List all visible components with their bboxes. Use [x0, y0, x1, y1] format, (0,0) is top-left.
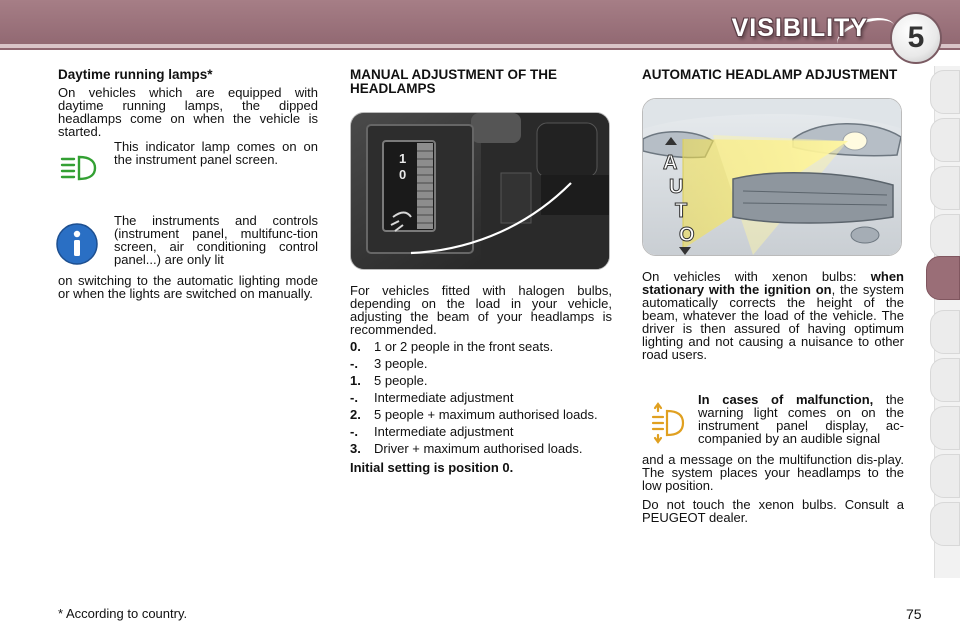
dial-label-zero: 0	[399, 167, 407, 182]
column-manual-adjustment	[350, 68, 612, 474]
list-item: -. Intermediate adjustment	[350, 390, 514, 405]
chapter-tab-10[interactable]	[930, 502, 960, 546]
daytime-paragraph: On vehicles which are equipped with daytime running lamps, the dipped headlamps come on when the vehicle is started.	[58, 85, 318, 139]
auto-letter-t: T	[675, 200, 688, 222]
chapter-number: 5	[907, 21, 925, 54]
chapter-tab-5-active[interactable]	[926, 256, 960, 300]
page-title: VISIBILITY	[731, 14, 868, 42]
chapter-tab-3[interactable]	[930, 166, 960, 210]
auto-letter-u: U	[669, 176, 684, 198]
chapter-badge	[890, 12, 942, 64]
auto-letter-o: O	[679, 224, 695, 246]
list-item: -. Intermediate adjustment	[350, 424, 514, 439]
indicator-lamp-text: This indicator lamp comes on on the instrument panel screen.	[114, 139, 318, 167]
daytime-lamp-indicator-icon	[54, 144, 104, 192]
dial-label-one: 1	[399, 151, 407, 166]
list-item: -. 3 people.	[350, 356, 428, 371]
load-positions-list	[350, 340, 612, 455]
chapter-tab-1[interactable]	[930, 70, 960, 114]
section-heading-manual: MANUAL ADJUSTMENT OF THE HEADLAMPS	[350, 67, 557, 96]
section-heading-daytime: Daytime running lamps*	[58, 67, 213, 82]
headlamp-adjust-warning-icon	[642, 397, 692, 449]
section-heading-automatic: AUTOMATIC HEADLAMP ADJUSTMENT	[642, 67, 898, 82]
chapter-tab-2[interactable]	[930, 118, 960, 162]
chapter-tab-6[interactable]	[930, 310, 960, 354]
chapter-tabs	[928, 66, 960, 578]
info-icon	[52, 218, 102, 270]
manual-intro: For vehicles fitted with halogen bulbs, depending on the load in your vehicle, adjusting the beam of your headlamps is recommended.	[350, 283, 612, 337]
xenon-paragraph: On vehicles with xenon bulbs: when stationary with the ignition on, the system automatically corrects the height of the beam, whatever the load of the vehicle. The driver is then assured of having optimum lighting and not causing a nuisance to other road users.	[642, 269, 904, 362]
chapter-tab-4[interactable]	[930, 214, 960, 258]
headlamp-dial-photo	[350, 112, 610, 270]
list-item: 2. 5 people + maximum authorised loads.	[350, 407, 598, 422]
info-text-part2: on switching to the automatic lighting mode or when the lights are switched on manually.	[58, 273, 318, 301]
xenon-warning: Do not touch the xenon bulbs. Consult a PEUGEOT dealer.	[642, 497, 904, 525]
malfunction-text-part1: In cases of malfunction, the warning light comes on on the instrument panel display, ac-companied by an audible signal	[698, 392, 904, 446]
footnote: * According to country.	[58, 606, 188, 621]
chapter-tab-9[interactable]	[930, 454, 960, 498]
column-daytime-lamps	[58, 68, 318, 300]
header-divider	[0, 44, 960, 48]
chapter-tab-7[interactable]	[930, 358, 960, 402]
chapter-tab-8[interactable]	[930, 406, 960, 450]
malfunction-text-part2: and a message on the multifunction dis-play. The system places your headlamps to the low position.	[642, 452, 904, 493]
info-text-part1: The instruments and controls (instrument panel, multifunc-tion screen, air conditioning control panel...) are only lit	[114, 213, 318, 267]
page-number: 75	[906, 606, 922, 622]
auto-letter-a: A	[663, 152, 678, 174]
list-item: 1. 5 people.	[350, 373, 428, 388]
list-item: 3. Driver + maximum authorised loads.	[350, 441, 583, 456]
initial-setting: Initial setting is position 0.	[350, 460, 514, 475]
car-headlamp-photo	[642, 98, 902, 256]
column-automatic-adjustment	[642, 68, 904, 524]
list-item: 0. 1 or 2 people in the front seats.	[350, 339, 554, 354]
